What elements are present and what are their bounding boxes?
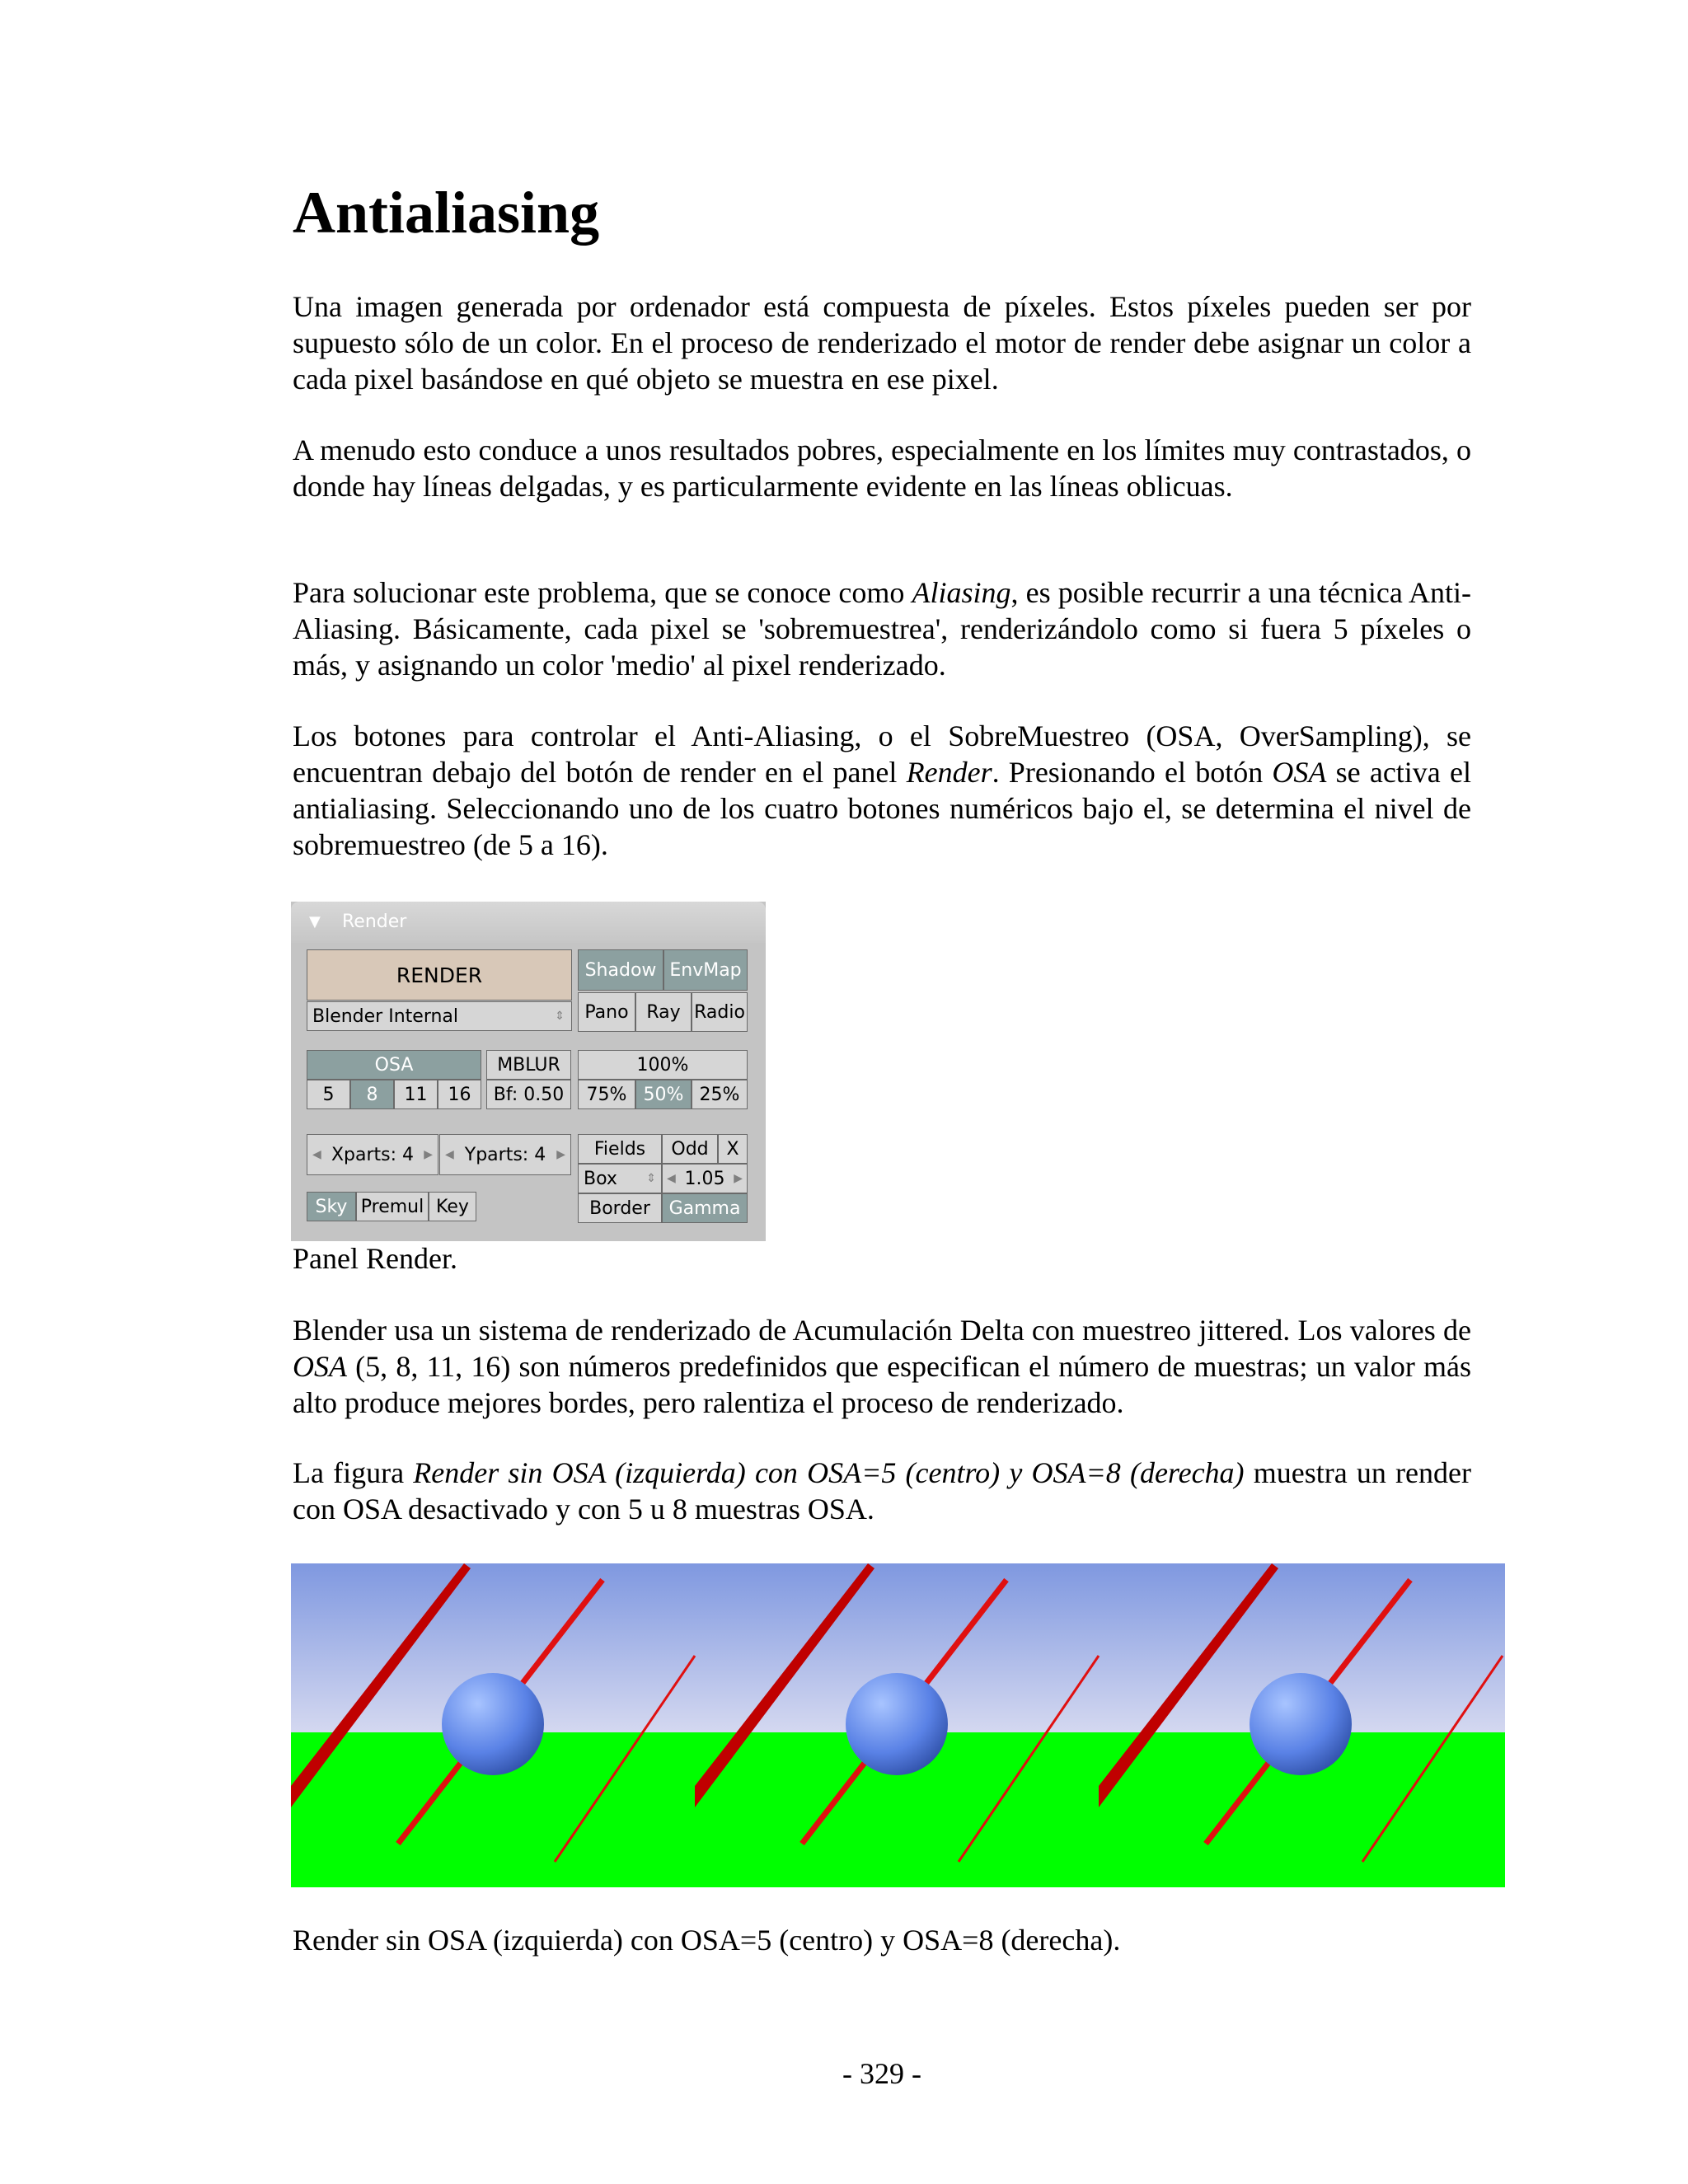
odd-button[interactable]: Odd xyxy=(662,1134,718,1164)
xparts-label: Xparts: 4 xyxy=(331,1144,415,1165)
paragraph-3 xyxy=(293,574,1471,683)
renderer-select-label: Blender Internal xyxy=(312,1005,459,1027)
text-run: se activa el antialiasing. Seleccionando uno de los cuatro botones numéricos bajo el, se determina el nivel de sobremuestreo (de 5 a 16). xyxy=(293,756,1471,861)
decrement-arrow-icon[interactable]: ◀ xyxy=(667,1172,676,1185)
text-run: muestra un render con OSA desactivado y con 5 u 8 muestras OSA. xyxy=(293,1456,1471,1526)
osa-16-button[interactable]: 16 xyxy=(438,1080,481,1109)
page-number: - 329 - xyxy=(842,2057,921,2090)
yparts-field[interactable] xyxy=(439,1134,571,1175)
ray-button[interactable]: Ray xyxy=(635,992,692,1032)
sky-button[interactable]: Sky xyxy=(307,1192,356,1221)
blender-render-panel xyxy=(291,902,766,1241)
emphasis-osa: OSA xyxy=(293,1350,347,1383)
renderer-select[interactable] xyxy=(307,1001,572,1031)
envmap-button[interactable]: EnvMap xyxy=(663,949,748,991)
updown-arrow-icon: ⇕ xyxy=(555,1010,565,1023)
size-25-button[interactable]: 25% xyxy=(692,1080,748,1109)
border-button[interactable]: Border xyxy=(578,1193,662,1223)
page-title: Antialiasing xyxy=(293,180,600,246)
paragraph-4 xyxy=(293,718,1471,863)
render-button[interactable]: RENDER xyxy=(307,949,572,1001)
emphasis-figure-title: Render sin OSA (izquierda) con OSA=5 (centro) y OSA=8 (derecha) xyxy=(413,1456,1245,1489)
x-button[interactable]: X xyxy=(718,1134,748,1164)
panel-header[interactable] xyxy=(291,902,766,943)
yparts-label: Yparts: 4 xyxy=(464,1144,546,1165)
text-run: Los botones para controlar el Anti-Aliasing, o el SobreMuestreo (OSA, OverSampling), se encuentran debajo del botón de render en el panel xyxy=(293,719,1471,789)
premul-button[interactable]: Premul xyxy=(356,1192,429,1221)
pano-button[interactable]: Pano xyxy=(578,992,635,1032)
key-button[interactable]: Key xyxy=(429,1192,476,1221)
sphere xyxy=(1250,1673,1352,1775)
paragraph-6 xyxy=(293,1455,1471,1527)
size-50-button[interactable]: 50% xyxy=(635,1080,692,1109)
emphasis-osa: OSA xyxy=(1272,756,1327,789)
fields-button[interactable]: Fields xyxy=(578,1134,662,1164)
size-75-button[interactable]: 75% xyxy=(578,1080,635,1109)
mblur-toggle[interactable]: MBLUR xyxy=(486,1050,571,1080)
increment-arrow-icon[interactable]: ▶ xyxy=(734,1172,743,1185)
xparts-field[interactable] xyxy=(307,1134,438,1175)
sphere xyxy=(442,1673,544,1775)
gamma-button[interactable]: Gamma xyxy=(662,1193,748,1223)
panel-header-label: Render xyxy=(342,912,407,932)
osa-8-button[interactable]: 8 xyxy=(350,1080,394,1109)
text-run: Blender usa un sistema de renderizado de Acumulación Delta con muestreo jittered. Los valores de xyxy=(293,1314,1471,1347)
text-run: , es posible recurrir a una técnica Anti-Aliasing. Básicamente, cada pixel se 'sobremuestrea', renderizándolo como si fuera 5 píxeles o más, y asignando un color 'medio' al pixel renderizado. xyxy=(293,576,1471,682)
filter-size-field[interactable] xyxy=(662,1164,748,1193)
paragraph-2: A menudo esto conduce a unos resultados pobres, especialmente en los límites muy contrastados, o donde hay líneas delgadas, y es particularmente evidente en las líneas oblicuas. xyxy=(293,434,1471,503)
text-run: (5, 8, 11, 16) son números predefinidos que especifican el número de muestras; un valor más alto produce mejores bordes, pero ralentiza el proceso de renderizado. xyxy=(293,1350,1471,1419)
increment-arrow-icon[interactable]: ▶ xyxy=(556,1148,565,1161)
shadow-button[interactable]: Shadow xyxy=(578,949,663,991)
osa-5-button[interactable]: 5 xyxy=(307,1080,350,1109)
render-comparison-image xyxy=(291,1563,1505,1887)
sphere xyxy=(846,1673,948,1775)
render-comparison-svg xyxy=(291,1563,1505,1887)
text-run: . Presionando el botón xyxy=(992,756,1273,789)
panel-caption: Panel Render. xyxy=(293,1242,457,1275)
text-run: La figura xyxy=(293,1456,414,1489)
decrement-arrow-icon[interactable]: ◀ xyxy=(312,1148,321,1161)
bf-field[interactable]: Bf: 0.50 xyxy=(486,1080,571,1109)
radio-button[interactable]: Radio xyxy=(692,992,748,1032)
paragraph-5 xyxy=(293,1312,1471,1421)
updown-arrow-icon: ⇕ xyxy=(646,1172,656,1185)
filter-type-select[interactable] xyxy=(578,1164,662,1193)
figure-caption: Render sin OSA (izquierda) con OSA=5 (centro) y OSA=8 (derecha). xyxy=(293,1924,1121,1957)
size-100-button[interactable]: 100% xyxy=(578,1050,748,1080)
osa-toggle[interactable]: OSA xyxy=(307,1050,481,1080)
filter-type-label: Box xyxy=(584,1168,617,1189)
paragraph-1: Una imagen generada por ordenador está compuesta de píxeles. Estos píxeles pueden ser por supuesto sólo de un color. En el proceso de renderizado el motor de render debe asignar un color a cada pixel basándose en qué objeto se muestra en ese pixel. xyxy=(293,290,1471,396)
emphasis-aliasing: Aliasing xyxy=(912,576,1011,609)
collapse-triangle-icon[interactable]: ▼ xyxy=(309,913,321,930)
text-run: Para solucionar este problema, que se conoce como xyxy=(293,576,912,609)
filter-size-label: 1.05 xyxy=(684,1168,725,1189)
increment-arrow-icon[interactable]: ▶ xyxy=(424,1148,433,1161)
decrement-arrow-icon[interactable]: ◀ xyxy=(445,1148,454,1161)
osa-11-button[interactable]: 11 xyxy=(394,1080,438,1109)
emphasis-render: Render xyxy=(906,756,992,789)
